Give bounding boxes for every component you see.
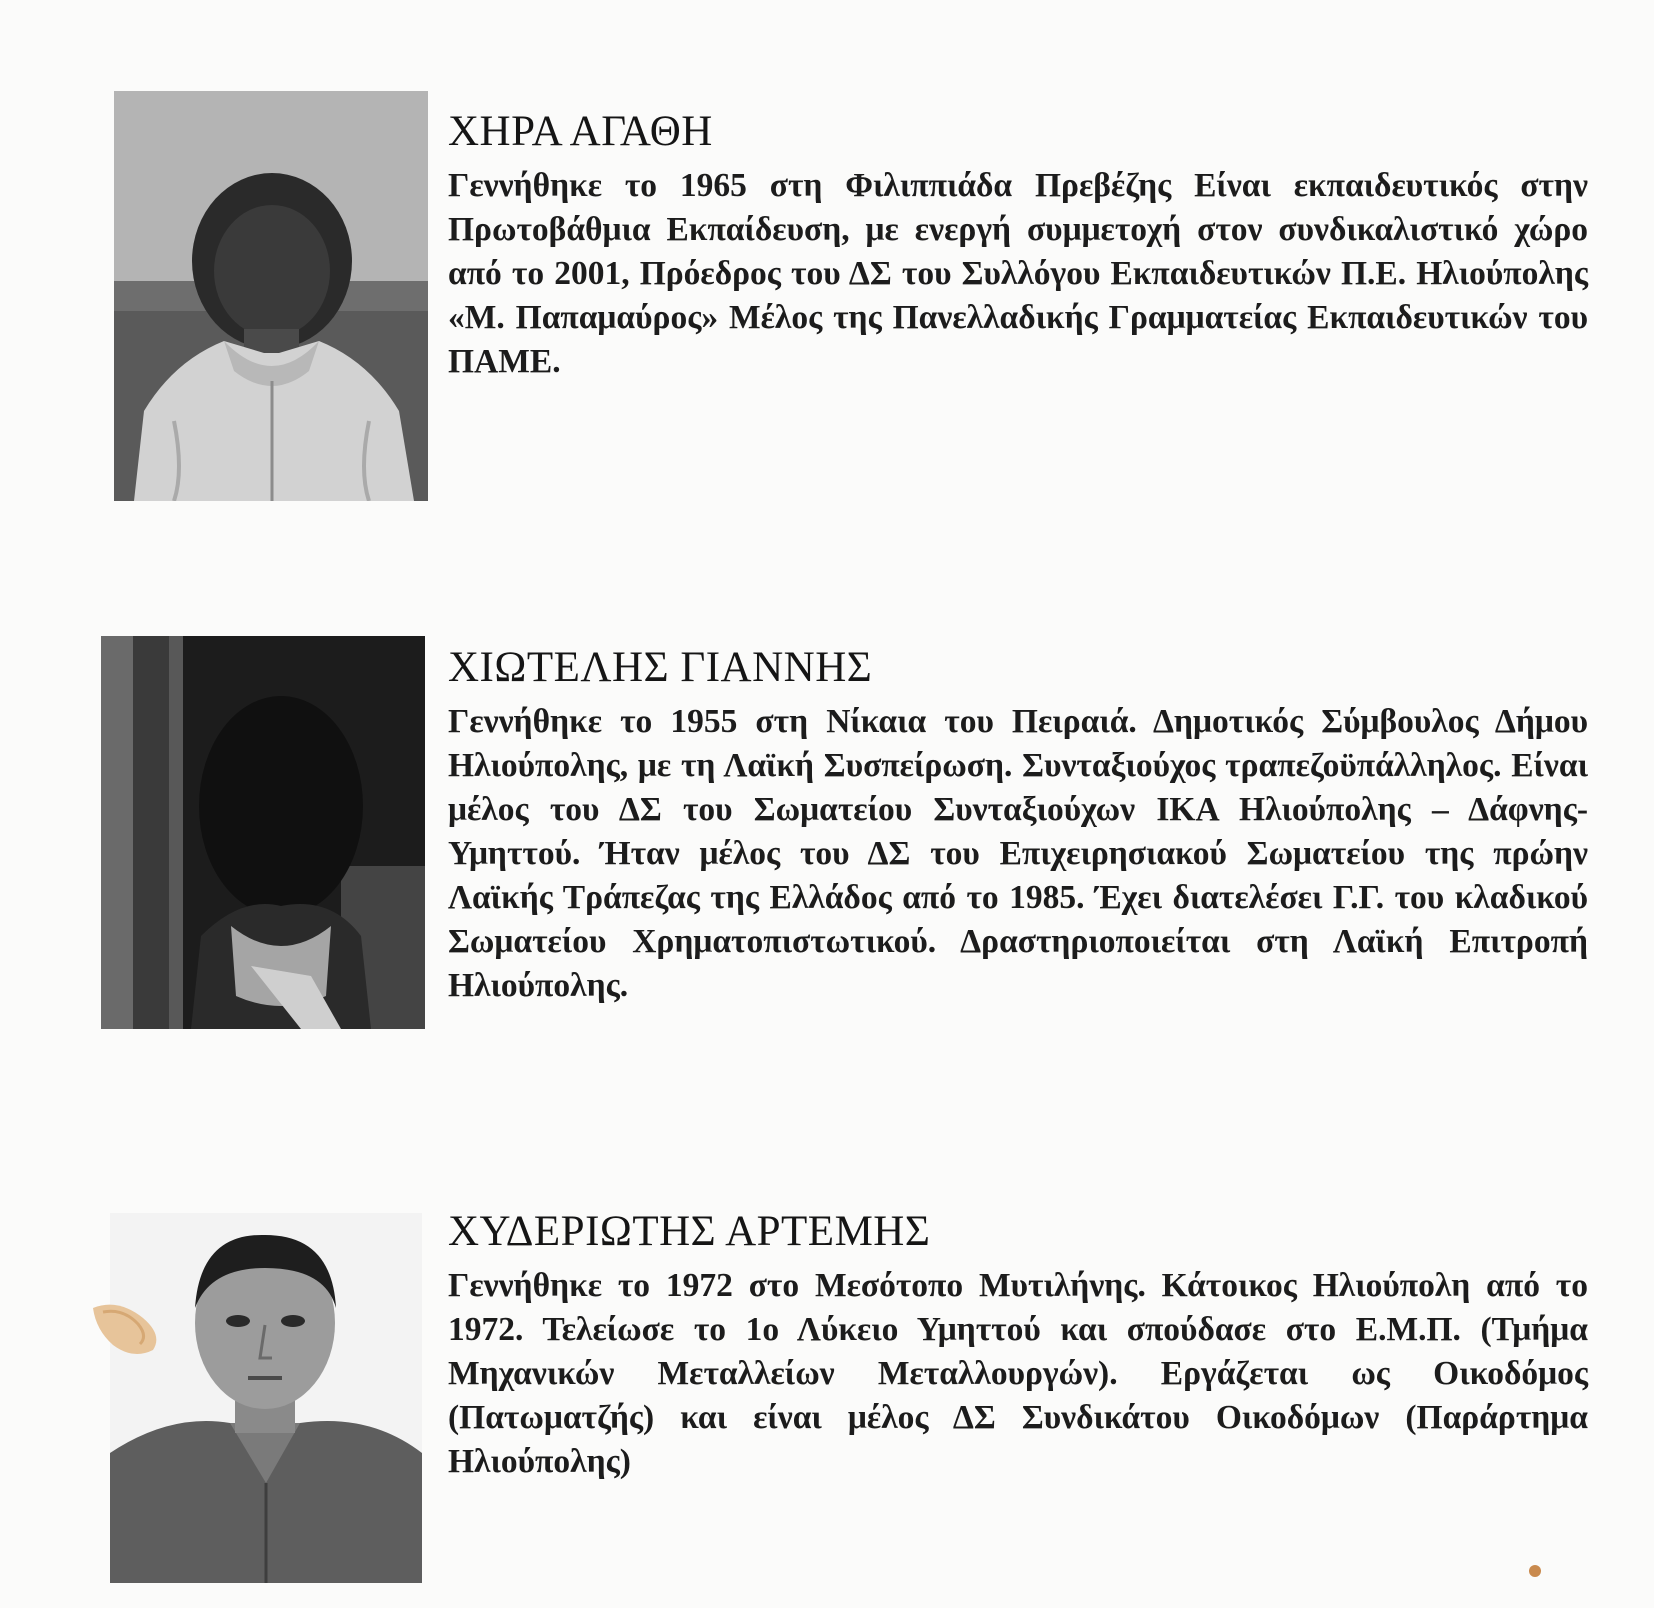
person-entry-1	[448, 106, 1588, 384]
person-entry-2	[448, 642, 1588, 1008]
person-name: ΧΗΡΑ ΑΓΑΘΗ	[448, 108, 713, 155]
person-bio: Γεννήθηκε το 1972 στο Μεσότοπο Μυτιλήνης. Κάτοικος Ηλιούπολη από το 1972. Τελείωσε το 1ο Λύκειο Υμηττού και σπούδασε στο Ε.Μ.Π. (Τμήμα Μηχανικών Μεταλλείων Μεταλλουργών). Εργάζεται ως Οικοδόμος (Πατωματζής) και είναι μέλος ΔΣ Συνδικάτου Οικοδόμων (Παράρτημα Ηλιούπολης)	[448, 1267, 1588, 1480]
paper-stain	[88, 1300, 168, 1360]
person-name: ΧΥΔΕΡΙΩΤΗΣ ΑΡΤΕΜΗΣ	[448, 1208, 931, 1255]
portrait-photo-1	[114, 91, 428, 501]
person-name: ΧΙΩΤΕΛΗΣ ΓΙΑΝΝΗΣ	[448, 644, 873, 691]
person-bio: Γεννήθηκε το 1955 στη Νίκαια του Πειραιά. Δημοτικός Σύμβουλος Δήμου Ηλιούπολης, με τη Λαϊκή Συσπείρωση. Συνταξιούχος τραπεζοϋπάλληλος. Είναι μέλος του ΔΣ του Σωματείου Συνταξιούχων ΙΚΑ Ηλιούπολης – Δάφνης-Υμηττού. Ήταν μέλος του ΔΣ του Επιχειρησιακού Σωματείου της πρώην Λαϊκής Τράπεζας της Ελλάδος από το 1985. Έχει διατελέσει Γ.Γ. του κλαδικού Σωματείου Χρηματοπιστωτικού. Δραστηριοποιείται στη Λαϊκή Επιτροπή Ηλιούπολης.	[448, 703, 1588, 1004]
paper-stain	[1526, 1562, 1544, 1580]
person-bio: Γεννήθηκε το 1965 στη Φιλιππιάδα Πρεβέζης Είναι εκπαιδευτικός στην Πρωτοβάθμια Εκπαίδευση, με ενεργή συμμετοχή στον συνδικαλιστικό χώρο από το 2001, Πρόεδρος του ΔΣ του Συλλόγου Εκπαιδευτικών Π.Ε. Ηλιούπολης «Μ. Παπαμαύρος» Μέλος της Πανελλαδικής Γραμματείας Εκπαιδευτικών του ΠΑΜΕ.	[448, 167, 1588, 380]
person-entry-3	[448, 1206, 1588, 1484]
portrait-photo-3	[110, 1213, 422, 1583]
portrait-photo-2	[101, 636, 425, 1029]
